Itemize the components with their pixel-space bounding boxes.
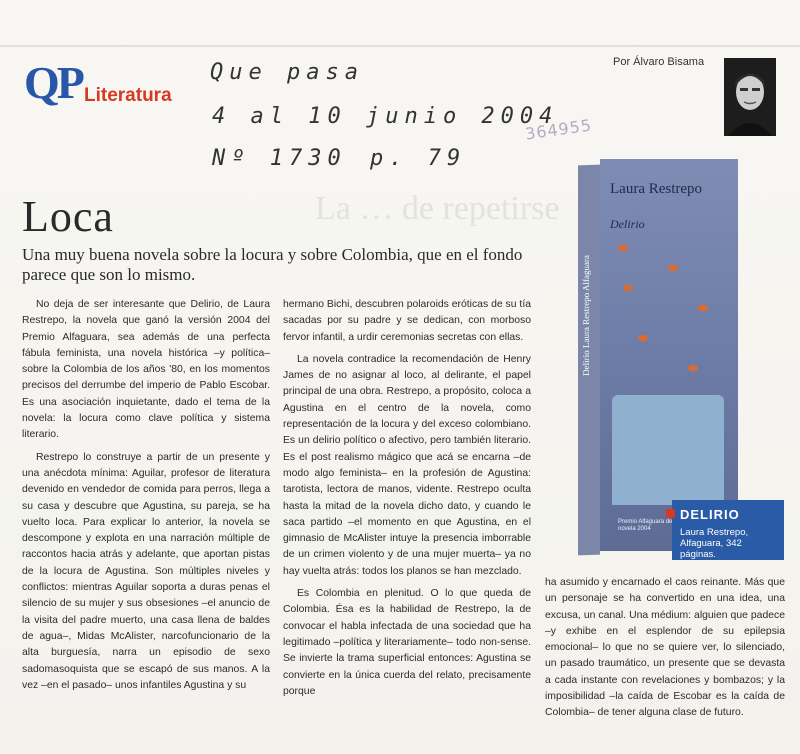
bed-illustration — [612, 395, 724, 505]
flying-fish-icon — [668, 265, 678, 271]
logo-mark: QP — [24, 57, 82, 108]
book-info-box — [672, 500, 784, 560]
handwritten-publication: Que pasa — [210, 60, 364, 85]
handwritten-issue: Nº 1730 — [212, 146, 347, 171]
book-info-caption: Laura Restrepo, Alfaguara, 342 páginas. — [680, 527, 749, 560]
paragraph: ha asumido y encarnado el caos reinante. Más que un personaje se ha convertido en una idea, una excusa, un canal. Una médium: alguien que padece –y exhibe en el esplendor de su epilepsia emocional– lo que no se quiere ver, lo silenciado, un pasado traumático, un presente que se devasta a cada instante con revelaciones y bombazos; y la imposibilidad –la caída de Escobar es la caída de Colombia– de tener alguna clase de futuro. — [545, 577, 785, 719]
handwritten-date: 4 al 10 junio 2004 — [212, 104, 559, 129]
book-cover — [578, 165, 738, 555]
flying-fish-icon — [698, 305, 708, 311]
square-bullet-icon — [666, 509, 675, 518]
page-edge — [0, 45, 800, 47]
section-label: Literatura — [84, 85, 172, 106]
author-portrait — [724, 58, 776, 136]
article-column-1 — [22, 297, 270, 700]
archive-stamp: 364955 — [524, 115, 594, 144]
award-sticker: Premio Alfaguara de novela 2004 — [618, 519, 673, 532]
flying-fish-icon — [688, 365, 698, 371]
section-logo — [24, 58, 194, 118]
paragraph: La novela contradice la recomendación de Henry James de no asignar al loco, al delirante, el papel principal de una obra. Restrepo, a propósito, coloca a Agustina en el centro de la novela, como representación de la locura y del exceso colombiano. Es un delirio político o afectivo, pero también literario. Es el post realismo mágico que acá se encarna –de modo algo feminista– en la profesión de Agustina: tarotista, lectora de manos, vidente. Restrepo oculta hasta la mitad de la novela dicho dato, y cuando le saca partido –el momento en que Agustina, en el gimnasio de McAlister intuye la presencia imborrable de un crimen violento y de una mujer muerta– ya no hay vuelta atrás: todos los planos se han mezclado. — [283, 353, 531, 577]
book-info-title: DELIRIO — [680, 507, 740, 522]
article-column-3 — [545, 575, 785, 728]
article-headline: Loca — [22, 192, 114, 241]
book-spine — [578, 165, 600, 556]
paragraph: Restrepo lo construye a partir de un presente y una anécdota mínima: Aguilar, profesor de literatura devenido en vendedor de comida para perros, llega a su casa y descubre que Agustina, su pareja, se ha vuelto loca. Para explicar lo anterior, la novela se descompone y explota en una narración múltiple de raccontos hacia atrás y adelante, que aportan pistas de la locura de Agustina. Son múltiples niveles y conflictos: mientras Aguilar soporta a duras penas el silencio de su mujer y sus obsesiones –el anuncio de la visita del padre muerto, una casa llena de baldes de agua–, Midas McAlister, narcofuncionario de la alta burguesía, narra un episodio de sexo sadomasoquista que se escapó de sus manos. A la vez –en el pasado– unos infantiles Agustina y su — [22, 451, 270, 691]
handwritten-page: p. 79 — [370, 146, 467, 171]
book-author: Laura Restrepo — [610, 181, 703, 197]
book-title: Delirio — [610, 217, 645, 231]
byline: Por Álvaro Bisama — [613, 56, 705, 68]
flying-fish-icon — [618, 245, 628, 251]
flying-fish-icon — [638, 335, 648, 341]
spine-text: Delirio Laura Restrepo Alfaguara — [581, 254, 591, 376]
paragraph: Es Colombia en plenitud. O lo que queda de Colombia. Ésa es la habilidad de Restrepo, la de convocar el habla infectada de una sociedad que ha legitimado –política y literariamente– todo non-sense. Se invierte la trama superficial entonces: Agustina se convierte en la única cuerda del relato, precisamente porque — [283, 588, 531, 697]
flying-fish-icon — [623, 285, 633, 291]
article-column-2 — [283, 297, 531, 706]
article-deck: Una muy buena novela sobre la locura y sobre Colombia, que en el fondo parece que son lo mismo. — [22, 245, 523, 284]
bleed-through-heading: La … de repetirse — [315, 190, 560, 227]
paragraph: hermano Bichi, descubren polaroids eróticas de su tía sacadas por su padre y se dedican, con morboso fervor infantil, a urdir ceremonias secretas con ellas. — [283, 299, 531, 343]
paragraph: No deja de ser interesante que Delirio, de Laura Restrepo, la novela que ganó la versión 2004 del Premio Alfaguara, sea además de una perfecta fábula feminista, una novela histórica –y política– sobre la Colombia de los años '80, en los momentos precisos del derrumbe del imperio de Pablo Escobar. Es una asociación inquietante, dado el tema de la novela: la locura como clave política y sistema literario. — [22, 299, 270, 441]
